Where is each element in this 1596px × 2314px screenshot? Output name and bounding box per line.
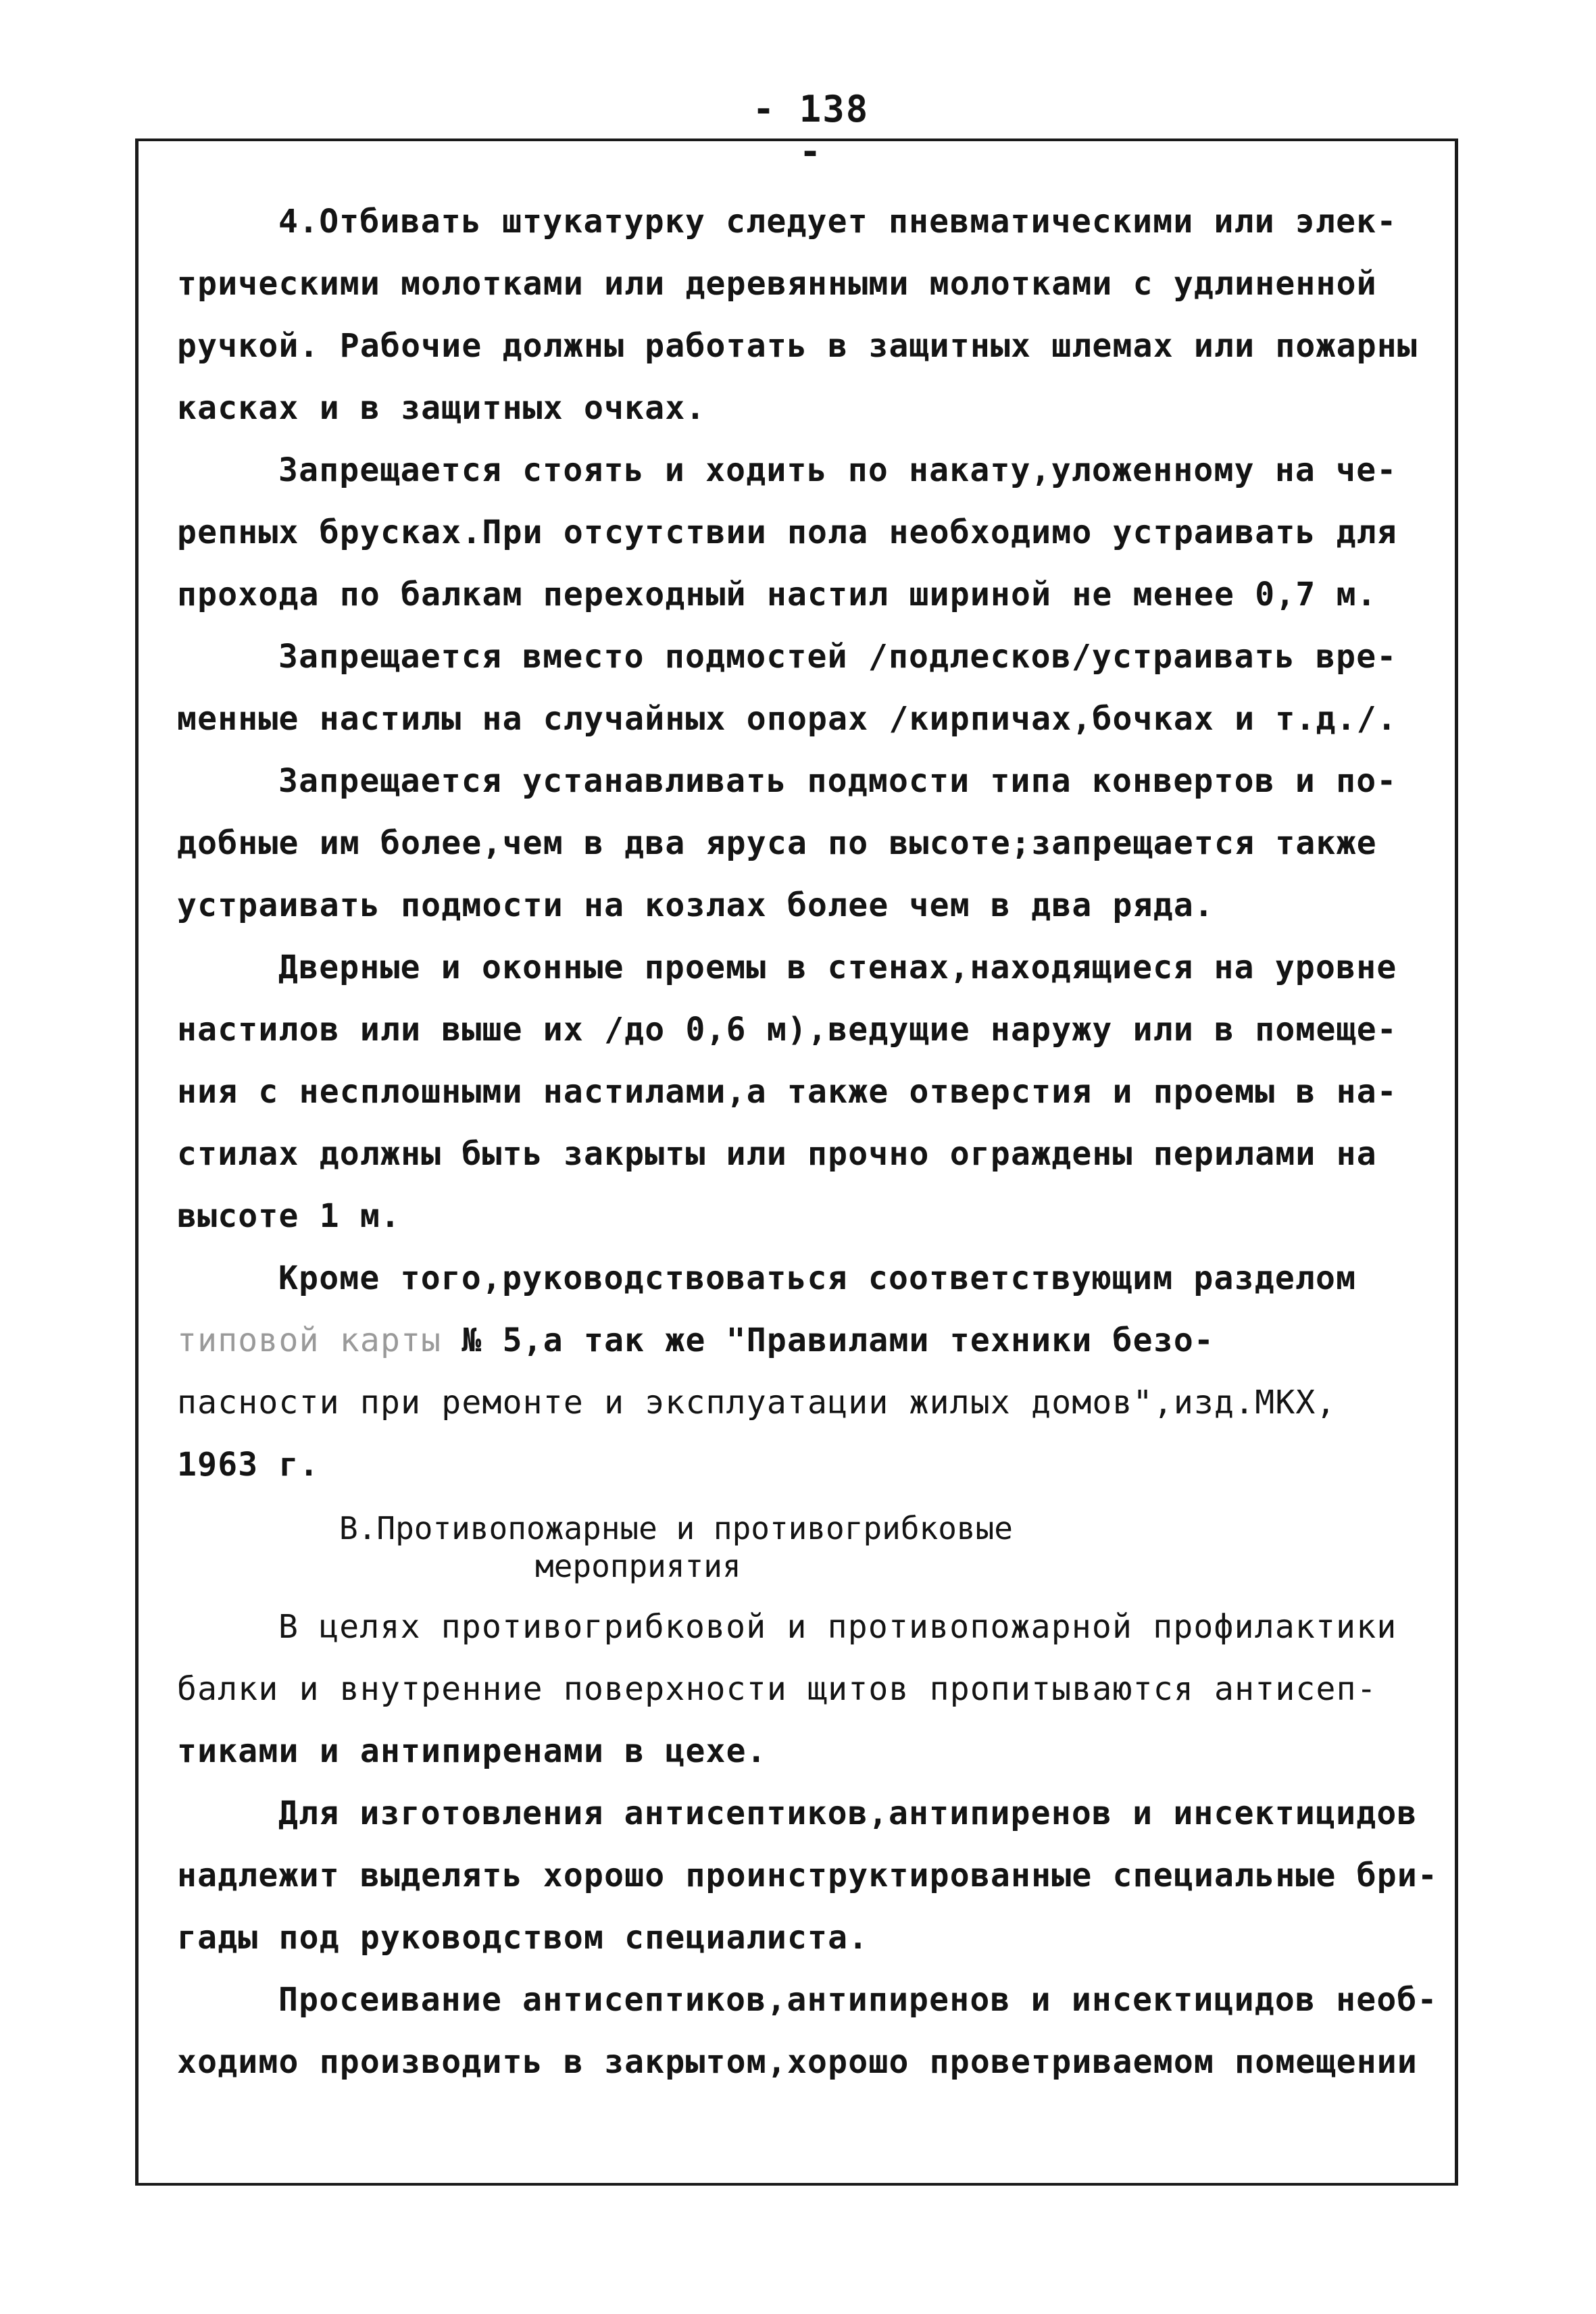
text-line: 4.Отбивать штукатурку следует пневматическими или элек- xyxy=(278,203,1397,241)
text-line: настилов или выше их /до 0,6 м),ведущие наружу или в помеще- xyxy=(177,1011,1397,1049)
paragraph-sifting xyxy=(177,1969,1447,2093)
text-line: Для изготовления антисептиков,антипиренов и инсектицидов xyxy=(278,1794,1418,1832)
text-line: балки и внутренние поверхности щитов пропитываются антисеп- xyxy=(177,1670,1377,1708)
paragraph-openings xyxy=(177,936,1447,1247)
text-line: Запрещается вместо подмостей /подлесков/устраивать вре- xyxy=(278,638,1397,676)
text-line: добные им более,чем в два яруса по высоте;запрещается также xyxy=(177,824,1377,862)
text-line: Кроме того,руководствоваться соответствующим разделом xyxy=(278,1259,1357,1297)
text-line: 1963 г. xyxy=(177,1446,320,1484)
page-number: - 138 - xyxy=(752,88,870,173)
text-line: тиками и антипиренами в цехе. xyxy=(177,1732,767,1770)
text-line: менные настилы на случайных опорах /кирпичах,бочках и т.д./. xyxy=(177,700,1397,738)
paragraph-references xyxy=(177,1247,1447,1496)
text-line: Просеивание антисептиков,антипиренов и инсектицидов необ- xyxy=(278,1981,1438,2019)
text-line: надлежит выделять хорошо проинструктированные специальные бри- xyxy=(177,1857,1439,1894)
text-line: Запрещается стоять и ходить по накату,уложенному на че- xyxy=(278,451,1397,489)
text-line: устраивать подмости на козлах более чем в два ряда. xyxy=(177,886,1215,924)
heading-line: мероприятия xyxy=(535,1548,741,1584)
text-line: пасности при ремонте и эксплуатации жилых домов",изд.МКХ, xyxy=(177,1384,1337,1422)
text-line: Дверные и оконные проемы в стенах,находящиеся на уровне xyxy=(278,949,1397,986)
text-line: В целях противогрибковой и противопожарной профилактики xyxy=(278,1608,1397,1646)
text-line: высоте 1 м. xyxy=(177,1197,401,1235)
text-fragment: № 5,а так же "Правилами техники безо- xyxy=(441,1322,1215,1359)
text-line: Запрещается устанавливать подмости типа конвертов и по- xyxy=(278,762,1397,800)
text-line: трическими молотками или деревянными молотками с удлиненной xyxy=(177,265,1377,303)
document-body xyxy=(177,191,1447,2093)
heading-line: В.Противопожарные и противогрибковые xyxy=(339,1510,1013,1546)
paragraph-brigades xyxy=(177,1782,1447,1969)
faded-text: типовой карты xyxy=(177,1322,442,1359)
text-line: касках и в защитных очках. xyxy=(177,389,706,427)
paragraph-temporary-decking xyxy=(177,626,1447,750)
text-line: репных брусках.При отсутствии пола необходимо устраивать для xyxy=(177,513,1397,551)
text-line: ходимо производить в закрытом,хорошо проветриваемом помещении xyxy=(177,2043,1418,2081)
text-line: гады под руководством специалиста. xyxy=(177,1919,869,1957)
section-heading xyxy=(177,1509,1447,1585)
paragraph-scaffold-tiers xyxy=(177,750,1447,936)
paragraph-fungus-prevention xyxy=(177,1596,1447,1782)
text-line: стилах должны быть закрыты или прочно ограждены перилами на xyxy=(177,1135,1377,1173)
text-line: ния с несплошными настилами,а также отверстия и проемы в на- xyxy=(177,1073,1397,1111)
text-line: прохода по балкам переходный настил шириной не менее 0,7 м. xyxy=(177,576,1377,613)
text-line: ручкой. Рабочие должны работать в защитных шлемах или пожарны xyxy=(177,327,1418,365)
paragraph-walking-on-decking xyxy=(177,439,1447,626)
paragraph-plaster-removal xyxy=(177,191,1447,439)
text-line xyxy=(177,1309,1447,1372)
